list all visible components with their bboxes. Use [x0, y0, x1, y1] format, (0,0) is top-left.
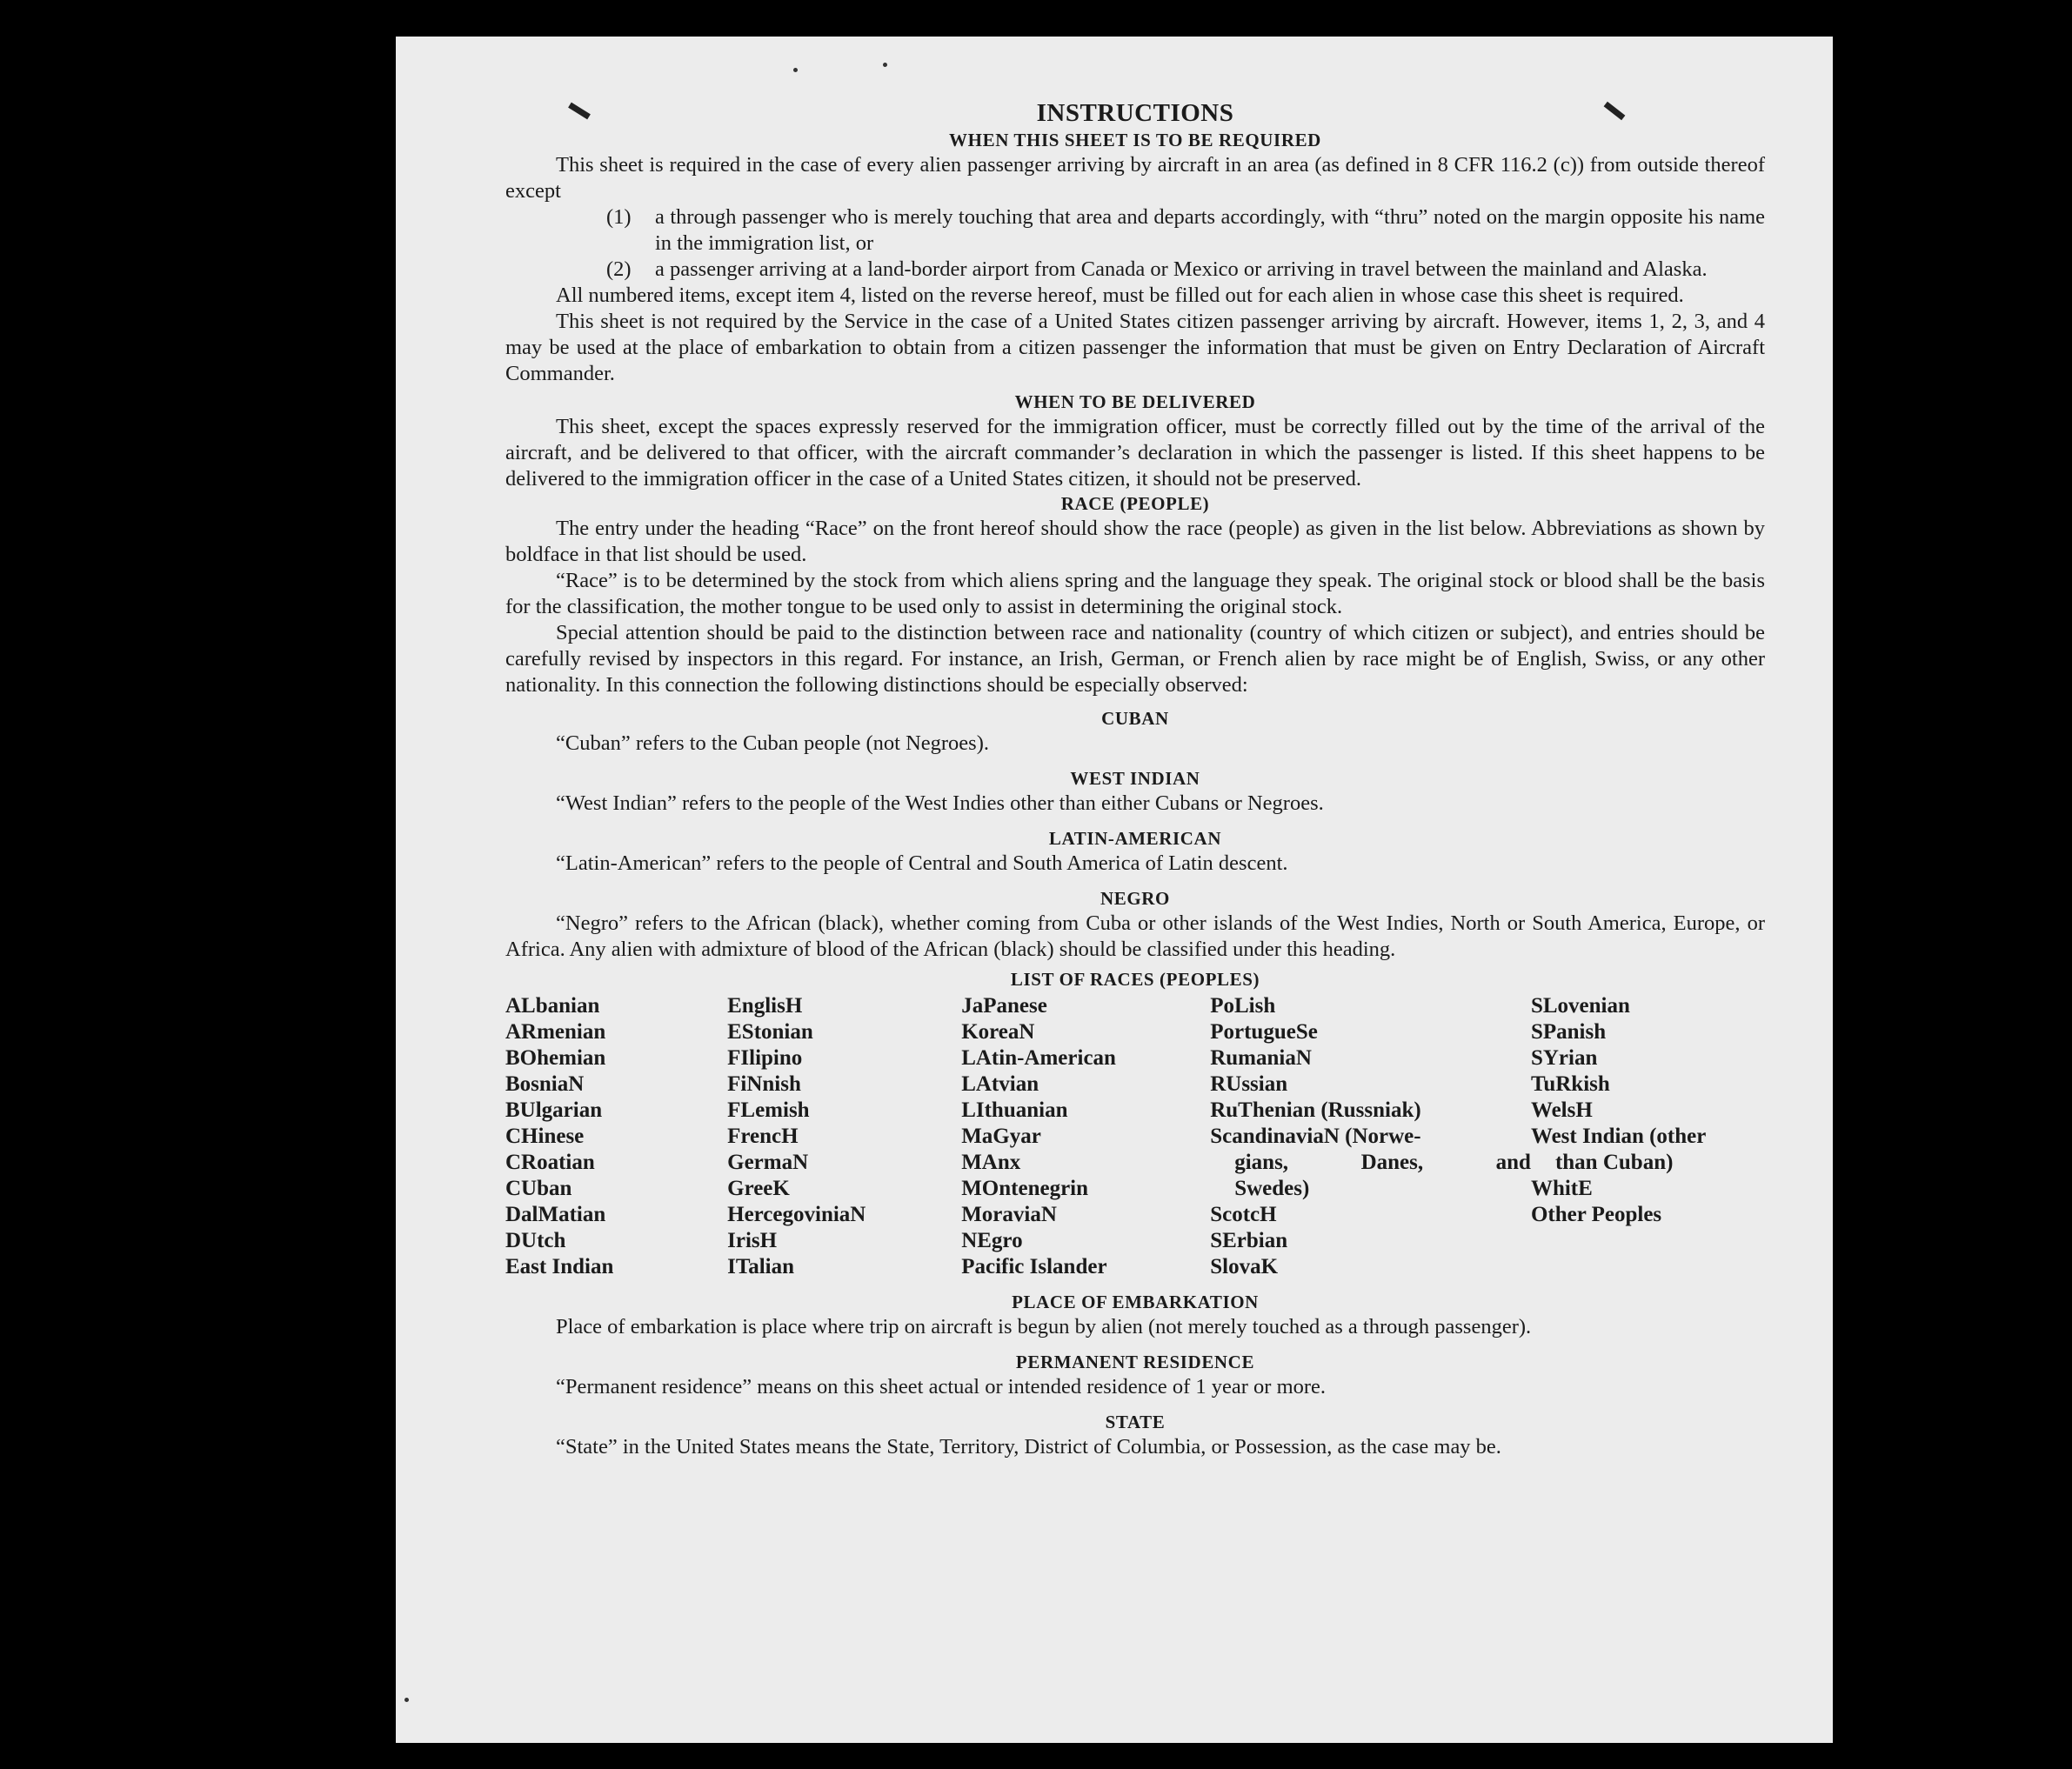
- paragraph: Special attention should be paid to the distinction between race and nationality (country of which citizen or subject), and entries should be carefully revised by inspectors in this regard. For instance, an Irish, German, or French alien by race might be of English, Swiss, or any other nationality. In this connection the following distinctions should be especially observed:: [505, 621, 1765, 697]
- section-heading-cuban: CUBAN: [1101, 708, 1169, 729]
- paragraph: “Race” is to be determined by the stock from which aliens spring and the language they speak. The original stock or blood shall be the basis for the classification, the mother tongue to be used only to assist in determining the original stock.: [505, 569, 1765, 618]
- instructions-body: [505, 97, 1765, 1460]
- race-entry: SErbian: [1210, 1229, 1288, 1252]
- race-entry: MoraviaN: [961, 1203, 1057, 1226]
- race-entry: MaGyar: [961, 1125, 1041, 1148]
- race-entry: LAtin-American: [961, 1046, 1116, 1070]
- section-heading-residence: PERMANENT RESIDENCE: [1015, 1352, 1255, 1372]
- race-entry: FrencH: [727, 1125, 799, 1148]
- race-entry: ITalian: [727, 1255, 795, 1278]
- paragraph: This sheet is not required by the Service in the case of a United States citizen passenger arriving by aircraft. However, items 1, 2, 3, and 4 may be used at the place of embarkation to obtain from a citizen passenger the information that must be given on Entry Declaration of Aircraft Commander.: [505, 310, 1765, 385]
- paragraph: “State” in the United States means the State, Territory, District of Columbia, or Possession, as the case may be.: [556, 1435, 1501, 1459]
- race-entry: GreeK: [727, 1177, 790, 1200]
- race-entry: MOntenegrin: [961, 1177, 1089, 1200]
- race-entry: East Indian: [505, 1255, 614, 1278]
- races-column-5: [1531, 993, 1765, 1280]
- race-entry-continued: than Cuban): [1554, 1151, 1674, 1174]
- speck: [793, 68, 798, 72]
- race-entry: SLovenian: [1530, 994, 1630, 1018]
- race-entry-continued: gians, Danes, and: [1234, 1151, 1531, 1174]
- page-title: INSTRUCTIONS: [1036, 99, 1234, 127]
- race-entry: LIthuanian: [961, 1098, 1068, 1122]
- section-heading-negro: NEGRO: [1099, 888, 1170, 909]
- paragraph: Place of embarkation is place where trip on aircraft is begun by alien (not merely touched as a through passenger).: [556, 1315, 1532, 1338]
- section-heading-state: STATE: [1105, 1412, 1166, 1432]
- race-entry: PoLish: [1210, 994, 1276, 1018]
- races-column-1: [505, 993, 727, 1280]
- race-entry-continued: Swedes): [1234, 1177, 1310, 1200]
- section-heading-west-indian: WEST INDIAN: [1070, 768, 1200, 789]
- section-heading-embarkation: PLACE OF EMBARKATION: [1012, 1292, 1259, 1312]
- race-entry: Pacific Islander: [961, 1255, 1107, 1278]
- races-column-2: [727, 993, 961, 1280]
- race-entry: CUban: [505, 1177, 572, 1200]
- race-entry: ALbanian: [505, 994, 600, 1018]
- race-entry: SYrian: [1530, 1046, 1598, 1070]
- race-entry: ARmenian: [505, 1020, 606, 1044]
- race-entry: WhitE: [1530, 1177, 1593, 1200]
- item-number: (1): [606, 205, 632, 229]
- race-entry: CRoatian: [505, 1151, 595, 1174]
- exception-item: [505, 204, 1765, 257]
- race-entry: ScotcH: [1210, 1203, 1277, 1226]
- paragraph: This sheet is required in the case of every alien passenger arriving by aircraft in an area (as defined in 8 CFR 116.2 (c)) from outside thereof except: [505, 153, 1765, 203]
- section-heading-race: RACE (PEOPLE): [1060, 493, 1210, 514]
- section-heading-delivered: WHEN TO BE DELIVERED: [1014, 391, 1256, 412]
- race-entry: WelsH: [1530, 1098, 1593, 1122]
- race-entry: HercegoviniaN: [727, 1203, 866, 1226]
- race-entry: RuThenian (Russniak): [1210, 1098, 1421, 1122]
- race-entry: CHinese: [505, 1125, 585, 1148]
- race-entry: NEgro: [961, 1229, 1023, 1252]
- race-entry: FIlipino: [727, 1046, 803, 1070]
- item-text: a through passenger who is merely touching that area and departs accordingly, with “thru” noted on the margin opposite his name in the immigration list, or: [655, 205, 1765, 255]
- speck: [404, 1698, 409, 1702]
- paragraph: “Negro” refers to the African (black), whether coming from Cuba or other islands of the West Indies, North or South America, Europe, or Africa. Any alien with admixture of blood of the African (black) should be classified under this heading.: [505, 911, 1765, 961]
- race-entry: BOhemian: [505, 1046, 606, 1070]
- race-entry: FLemish: [727, 1098, 810, 1122]
- document-page: [396, 37, 1833, 1743]
- race-entry: DalMatian: [505, 1203, 606, 1226]
- race-entry: KoreaN: [961, 1020, 1035, 1044]
- section-heading-latin-american: LATIN-AMERICAN: [1048, 828, 1222, 849]
- section-heading-races-list: LIST OF RACES (PEOPLES): [1010, 969, 1260, 990]
- exception-item: [505, 257, 1765, 283]
- paragraph: The entry under the heading “Race” on the front hereof should show the race (people) as given in the list below. Abbreviations as shown by boldface in that list should be used.: [505, 517, 1765, 566]
- races-list: [505, 993, 1765, 1280]
- paragraph: “Permanent residence” means on this sheet actual or intended residence of 1 year or more.: [556, 1375, 1327, 1399]
- race-entry: ScandinaviaN (Norwe-: [1210, 1125, 1421, 1148]
- paragraph: “Cuban” refers to the Cuban people (not Negroes).: [556, 731, 989, 755]
- paragraph: This sheet, except the spaces expressly reserved for the immigration officer, must be correctly filled out by the time of the arrival of the aircraft, and be delivered to that officer, with the aircraft commander’s declaration in which the passenger is listed. If this sheet happens to be delivered to the immigration officer in the case of a United States citizen, it should not be preserved.: [505, 415, 1765, 491]
- race-entry: RumaniaN: [1210, 1046, 1312, 1070]
- race-entry: FiNnish: [727, 1072, 801, 1096]
- race-entry: TuRkish: [1530, 1072, 1610, 1096]
- item-text: a passenger arriving at a land-border airport from Canada or Mexico or arriving in travel between the mainland and Alaska.: [655, 257, 1708, 281]
- race-entry: EStonian: [727, 1020, 813, 1044]
- race-entry: PortugueSe: [1210, 1020, 1318, 1044]
- race-entry: BUlgarian: [505, 1098, 603, 1122]
- race-entry: LAtvian: [961, 1072, 1039, 1096]
- race-entry: Other Peoples: [1530, 1203, 1662, 1226]
- races-column-4: [1210, 993, 1531, 1280]
- race-entry: West Indian (other: [1530, 1125, 1707, 1148]
- race-entry: SlovaK: [1210, 1255, 1279, 1278]
- race-entry: IrisH: [727, 1229, 778, 1252]
- paragraph: All numbered items, except item 4, listed on the reverse hereof, must be filled out for each alien in whose case this sheet is required.: [556, 284, 1684, 307]
- paragraph: “West Indian” refers to the people of the West Indies other than either Cubans or Negroes.: [556, 791, 1324, 815]
- race-entry: GermaN: [727, 1151, 809, 1174]
- race-entry: DUtch: [505, 1229, 566, 1252]
- race-entry: EnglisH: [727, 994, 803, 1018]
- race-entry: RUssian: [1210, 1072, 1288, 1096]
- section-heading-required: WHEN THIS SHEET IS TO BE REQUIRED: [949, 130, 1321, 150]
- races-column-3: [961, 993, 1210, 1280]
- item-number: (2): [606, 257, 632, 281]
- race-entry: SPanish: [1530, 1020, 1607, 1044]
- race-entry: JaPanese: [961, 994, 1047, 1018]
- race-entry: MAnx: [961, 1151, 1021, 1174]
- speck: [883, 63, 887, 67]
- race-entry: BosniaN: [505, 1072, 585, 1096]
- paragraph: “Latin-American” refers to the people of Central and South America of Latin descent.: [556, 851, 1288, 875]
